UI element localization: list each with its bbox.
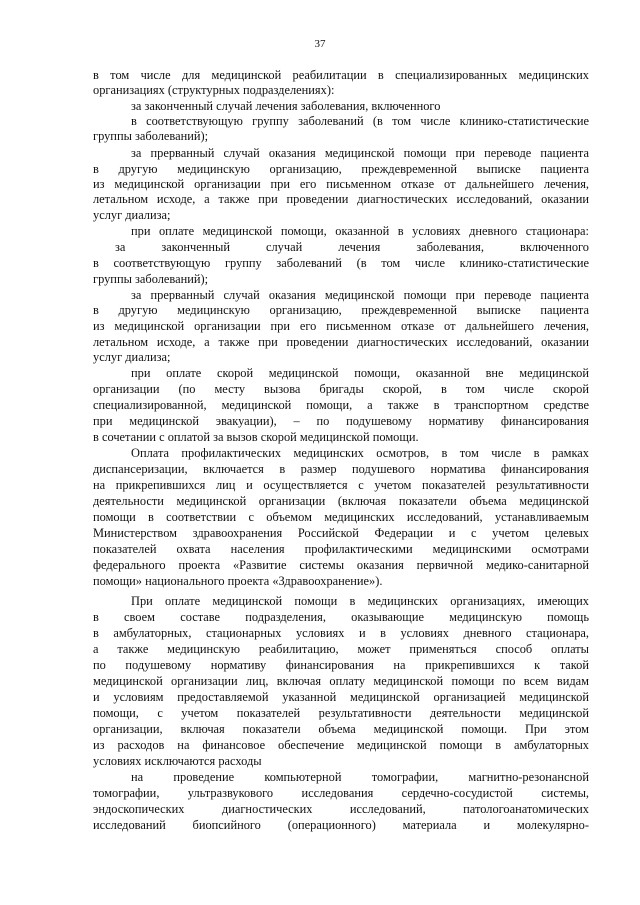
text-line: организациях (структурных подразделениях):	[93, 83, 335, 97]
text-line: при оплате скорой медицинской помощи, оказанной вне медицинской	[131, 366, 589, 380]
text-line: в соответствующую группу заболеваний (в том числе клинико-статистические	[93, 256, 589, 270]
text-line: медицинской организации лиц, включая оплату медицинской помощи по всем видам	[93, 674, 589, 688]
text-line: из медицинской организации при его письменном отказе от дальнейшего лечения,	[93, 177, 589, 191]
text-line: из медицинской организации при его письменном отказе от дальнейшего лечения,	[93, 319, 589, 333]
text-line: в амбулаторных, стационарных условиях и в условиях дневного стационара,	[93, 626, 589, 640]
text-line: группы заболеваний);	[93, 272, 209, 286]
text-line: за законченный случай лечения заболевания, включенного	[115, 240, 589, 254]
page-number: 37	[314, 38, 326, 50]
text-line: и условиям предоставляемой указанной медицинской организацией медицинской	[93, 690, 589, 704]
text-line: из расходов на финансовое обеспечение медицинской помощи в амбулаторных	[93, 738, 589, 752]
text-line: при оплате медицинской помощи, оказанной в условиях дневного стационара:	[131, 224, 589, 238]
text-line: помощи, с учетом показателей результативности деятельности медицинской	[93, 706, 589, 720]
text-line: за законченный случай лечения заболевания, включенного	[131, 99, 441, 113]
text-line: за прерванный случай оказания медицинской помощи при переводе пациента	[131, 146, 589, 160]
text-line: а также медицинскую реабилитацию, может применяться способ оплаты	[93, 642, 589, 656]
text-line: летальном исходе, а также при проведении диагностических исследований, оказании	[93, 335, 589, 349]
text-line: по подушевому нормативу финансирования на прикрепившихся к такой	[93, 658, 589, 672]
text-line: организации (по месту вызова бригады скорой, в том числе скорой	[93, 382, 589, 396]
text-line: группы заболеваний);	[93, 129, 209, 143]
text-line: в соответствующую группу заболеваний (в том числе клинико-статистические	[131, 114, 589, 128]
text-line: в сочетании с оплатой за вызов скорой медицинской помощи.	[93, 430, 419, 444]
text-line: летальном исходе, а также при проведении диагностических исследований, оказании	[93, 192, 589, 206]
text-line: Оплата профилактических медицинских осмотров, в том числе в рамках	[131, 446, 589, 460]
text-line: при медицинской эвакуации), – по подушевому нормативу финансирования	[93, 414, 589, 428]
text-line: услуг диализа;	[93, 350, 171, 364]
text-line: помощи в соответствии с объемом медицинских исследований, устанавливаемым	[93, 510, 589, 524]
text-line: помощи» национального проекта «Здравоохранение»).	[93, 574, 383, 588]
text-line: федерального проекта «Развитие системы оказания первичной медико-санитарной	[93, 558, 589, 572]
text-line: томографии, ультразвукового исследования сердечно-сосудистой системы,	[93, 786, 589, 800]
text-line: на проведение компьютерной томографии, магнитно-резонансной	[131, 770, 589, 784]
text-line: диспансеризации, включается в размер подушевого норматива финансирования	[93, 462, 589, 476]
text-line: организации, включая показатели объема медицинской помощи. При этом	[93, 722, 589, 736]
text-line: Министерством здравоохранения Российской Федерации и с учетом целевых	[93, 526, 589, 540]
text-line: исследований биопсийного (операционного) материала и молекулярно-	[93, 818, 589, 832]
text-line: в своем составе подразделения, оказывающие медицинскую помощь	[93, 610, 589, 624]
text-line: за прерванный случай оказания медицинской помощи при переводе пациента	[131, 288, 589, 302]
text-line: условиях исключаются расходы	[93, 754, 262, 768]
text-line: эндоскопических диагностических исследований, патологоанатомических	[93, 802, 589, 816]
text-line: При оплате медицинской помощи в медицинских организациях, имеющих	[131, 594, 589, 608]
text-line: в другую медицинскую организацию, преждевременной выписке пациента	[93, 162, 589, 176]
text-line: в том числе для медицинской реабилитации в специализированных медицинских	[93, 68, 589, 82]
text-line: в другую медицинскую организацию, преждевременной выписке пациента	[93, 303, 589, 317]
text-line: услуг диализа;	[93, 208, 171, 222]
text-line: показателей охвата населения профилактическими медицинскими осмотрами	[93, 542, 589, 556]
text-line: на прикрепившихся лиц и осуществляется с учетом показателей результативности	[93, 478, 589, 492]
text-line: деятельности медицинской организации (включая показатели объема медицинской	[93, 494, 589, 508]
text-line: специализированной, медицинской помощи, а также в транспортном средстве	[93, 398, 589, 412]
